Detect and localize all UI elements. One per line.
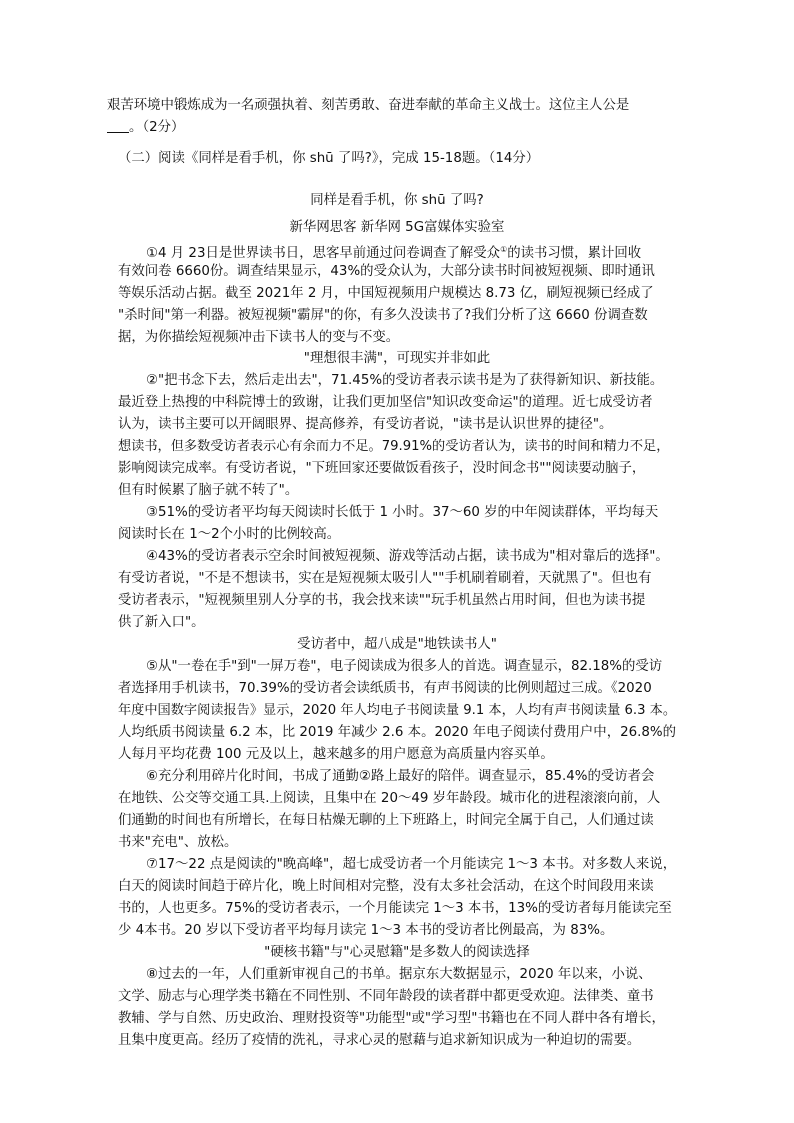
- answer-blank[interactable]: [107, 118, 129, 133]
- paragraph-line: ①4 月 23日是世界读书日，思客早前通过问卷调查了解受众①的读书习惯，累计回收: [146, 245, 642, 261]
- paragraph-line: 年度中国数字阅读报告》显示，2020 年人均电子书阅读量 9.1 本，人均有声书阅读量 6.3 本。: [118, 703, 677, 718]
- paragraph-line: 在地铁、公交等交通工具.上阅读，且集中在 20～49 岁年龄段。城市化的进程滚滚向前，人: [118, 791, 661, 806]
- paragraph-line: 想读书，但多数受访者表示心有余而力不足。79.91%的受访者认为，读书的时间和精力不足，: [118, 439, 670, 454]
- subheading: "理想很丰满"，可现实并非如此: [303, 351, 491, 366]
- subheading: "硬核书籍"与"心灵慰籍"是多数人的阅读选择: [264, 945, 530, 960]
- paragraph-line: 影响阅读完成率。有受访者说，"下班回家还要做饭看孩子，没时间念书""阅读要动脑子，: [118, 461, 646, 476]
- paragraph-line: ②"把书念下去，然后走出去"，71.45%的受访者表示读书是为了获得新知识、新技能。: [146, 373, 664, 388]
- paragraph-line: 书来"充电"、放松。: [118, 835, 238, 850]
- paragraph-line: ⑤从"一卷在手"到"一屏万卷"，电子阅读成为很多人的首选。调查显示，82.18%的受访: [146, 659, 663, 674]
- footnote-marker: ①: [500, 245, 508, 254]
- intro-line: 艰苦环境中锻炼成为一名顽强执着、刻苦勇敢、奋进奉献的革命主义战士。这位主人公是: [107, 98, 630, 113]
- paragraph-line: 教辅、学与自然、历史政治、理财投资等"功能型"或"学习型"书籍也在不同人群中各有增长，: [118, 1011, 665, 1026]
- paragraph-line: 认为，读书主要可以开阔眼界、提高修养，有受访者说，"读书是认识世界的捷径"。: [118, 417, 613, 432]
- paragraph-line: ③51%的受访者平均每天阅读时长低于 1 小时。37～60 岁的中年阅读群体，平均每天: [146, 505, 659, 520]
- paragraph-line: 最近登上热搜的中科院博士的致谢，让我们更加坚信"知识改变命运"的道理。近七成受访者: [118, 395, 653, 410]
- paragraph-line: "杀时间"第一利器。被短视频"霸屏"的你，有多久没读书了?我们分析了这 6660 份调查数: [118, 308, 648, 323]
- paragraph-line: 们通勤的时间也有所增长，在每日枯燥无聊的上下班路上，时间完全属于自己，人们通过读: [118, 813, 654, 828]
- paragraph-line: 据，为你描绘短视频冲击下读书人的变与不变。: [118, 330, 400, 345]
- paragraph-line: ⑧过去的一年，人们重新审视自己的书单。据京东大数据显示，2020 年以来，小说、: [146, 967, 652, 982]
- paragraph-line: 书的，人也更多。75%的受访者表示，一个月能读完 1～3 本书，13%的受访者每月能读完至: [118, 901, 672, 916]
- paragraph-line: ⑦17～22 点是阅读的"晚高峰"，超七成受访者一个月能读完 1～3 本书。对多数人来说，: [146, 857, 677, 872]
- article-title: 同样是看手机，你 shū 了吗?: [310, 193, 484, 208]
- paragraph-line: 但有时候累了脑子就不转了"。: [118, 483, 299, 498]
- paragraph-line: ⑥充分利用碎片化时间，书成了通勤②路上最好的陪伴。调查显示，85.4%的受访者会: [146, 769, 655, 784]
- intro-line-answer: 。（2分）: [107, 117, 184, 139]
- paragraph-line: 白天的阅读时间趋于碎片化，晚上时间相对完整，没有太多社会活动，在这个时间段用来读: [118, 879, 654, 894]
- paragraph-line: 人均纸质书阅读量 6.2 本，比 2019 年减少 2.6 本。2020 年电子阅读付费用户中，26.8%的: [118, 725, 677, 740]
- section-header: （二）阅读《同样是看手机，你 shū 了吗?》，完成 15-18题。（14分）: [118, 151, 540, 166]
- paragraph-line: 阅读时长在 1～2个小时的比例较高。: [118, 527, 341, 542]
- paragraph-line: 等娱乐活动占据。截至 2021年 2 月，中国短视频用户规模达 8.73 亿，刷短视频已经成了: [118, 286, 654, 301]
- paragraph-line: 人每月平均花费 100 元及以上，越来越多的用户愿意为高质量内容买单。: [118, 747, 554, 762]
- paragraph-line: 且集中度更高。经历了疫情的洗礼，寻求心灵的慰藉与追求新知识成为一种迫切的需要。: [118, 1033, 641, 1048]
- paragraph-line: 文学、励志与心理学类书籍在不同性别、不同年龄段的读者群中都更受欢迎。法律类、童书: [118, 989, 654, 1004]
- paragraph-line: 有效问卷 6660份。调查结果显示，43%的受众认为，大部分读书时间被短视频、即时通讯: [118, 264, 655, 279]
- paragraph-line: 者选择用手机读书，70.39%的受访者会读纸质书，有声书阅读的比例则超过三成。《2020: [118, 681, 652, 696]
- paragraph-line: 有受访者说，"不是不想读书，实在是短视频太吸引人""手机刷着刷着，天就黑了"。但也有: [118, 571, 652, 586]
- paragraph-line: ④43%的受访者表示空余时间被短视频、游戏等活动占据，读书成为"相对靠后的选择"。: [146, 549, 669, 564]
- article-source: 新华网思客 新华网 5G富媒体实验室: [289, 220, 505, 235]
- paragraph-line: 少 4本书。20 岁以下受访者平均每月读完 1～3 本书的受访者比例最高，为 83%。: [118, 923, 614, 938]
- paragraph-line: 供了新入口"。: [118, 615, 205, 630]
- paragraph-line: 受访者表示，"短视频里别人分享的书，我会找来读""玩手机虽然占用时间，但也为读书提: [118, 593, 646, 608]
- subheading: 受访者中，超八成是"地铁读书人": [297, 637, 497, 652]
